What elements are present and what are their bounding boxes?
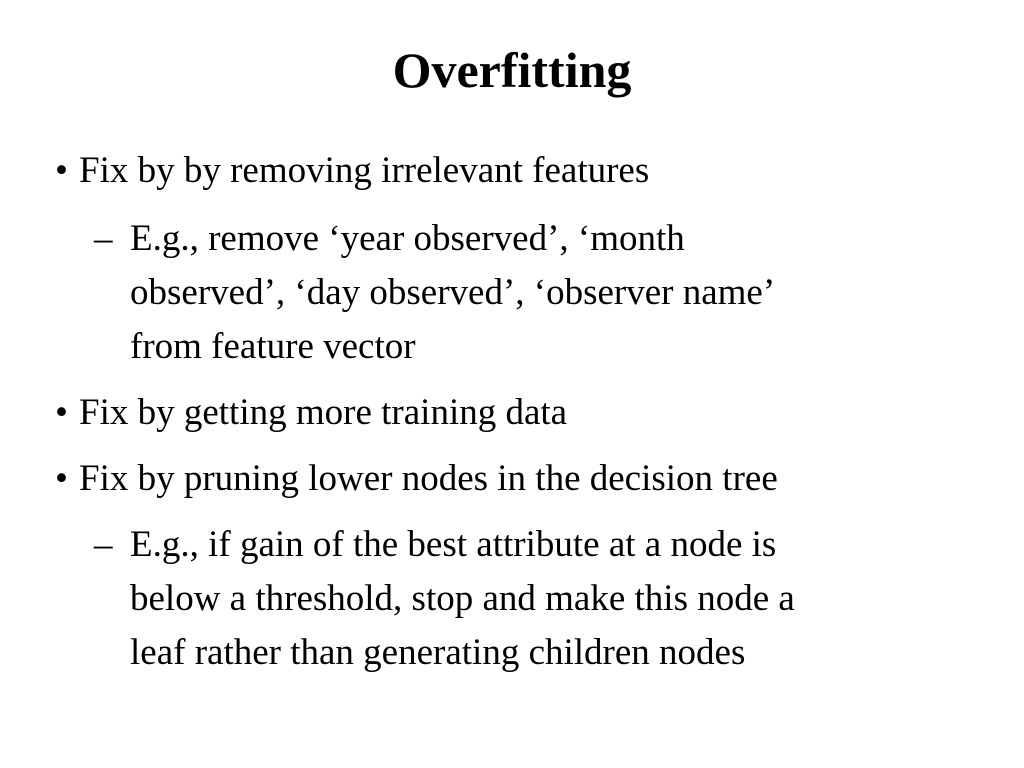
sub-bullet-item [94, 518, 795, 680]
sub-bullet-line: from feature vector [130, 326, 416, 367]
bullet-text: Fix by by removing irrelevant features [79, 150, 650, 191]
sub-bullet-marker: – [94, 524, 113, 565]
slide-title: Overfitting [392, 42, 632, 98]
bullet-marker: • [55, 392, 68, 433]
bullet-item [55, 452, 778, 506]
sub-bullet-line: below a threshold, stop and make this node a [130, 578, 795, 619]
bullet-marker: • [55, 150, 68, 191]
sub-bullet-line: leaf rather than generating children nodes [130, 632, 746, 673]
sub-bullet-marker: – [94, 218, 113, 259]
sub-bullet-line: E.g., remove ‘year observed’, ‘month [130, 218, 685, 259]
bullet-item [55, 144, 650, 198]
sub-bullet-line: observed’, ‘day observed’, ‘observer name’ [130, 272, 776, 313]
sub-bullet-line: E.g., if gain of the best attribute at a node is [130, 524, 777, 565]
bullet-item [55, 386, 568, 440]
sub-bullet-item [94, 212, 776, 374]
bullet-text: Fix by pruning lower nodes in the decision tree [79, 458, 778, 499]
bullet-text: Fix by getting more training data [79, 392, 568, 433]
bullet-marker: • [55, 458, 68, 499]
